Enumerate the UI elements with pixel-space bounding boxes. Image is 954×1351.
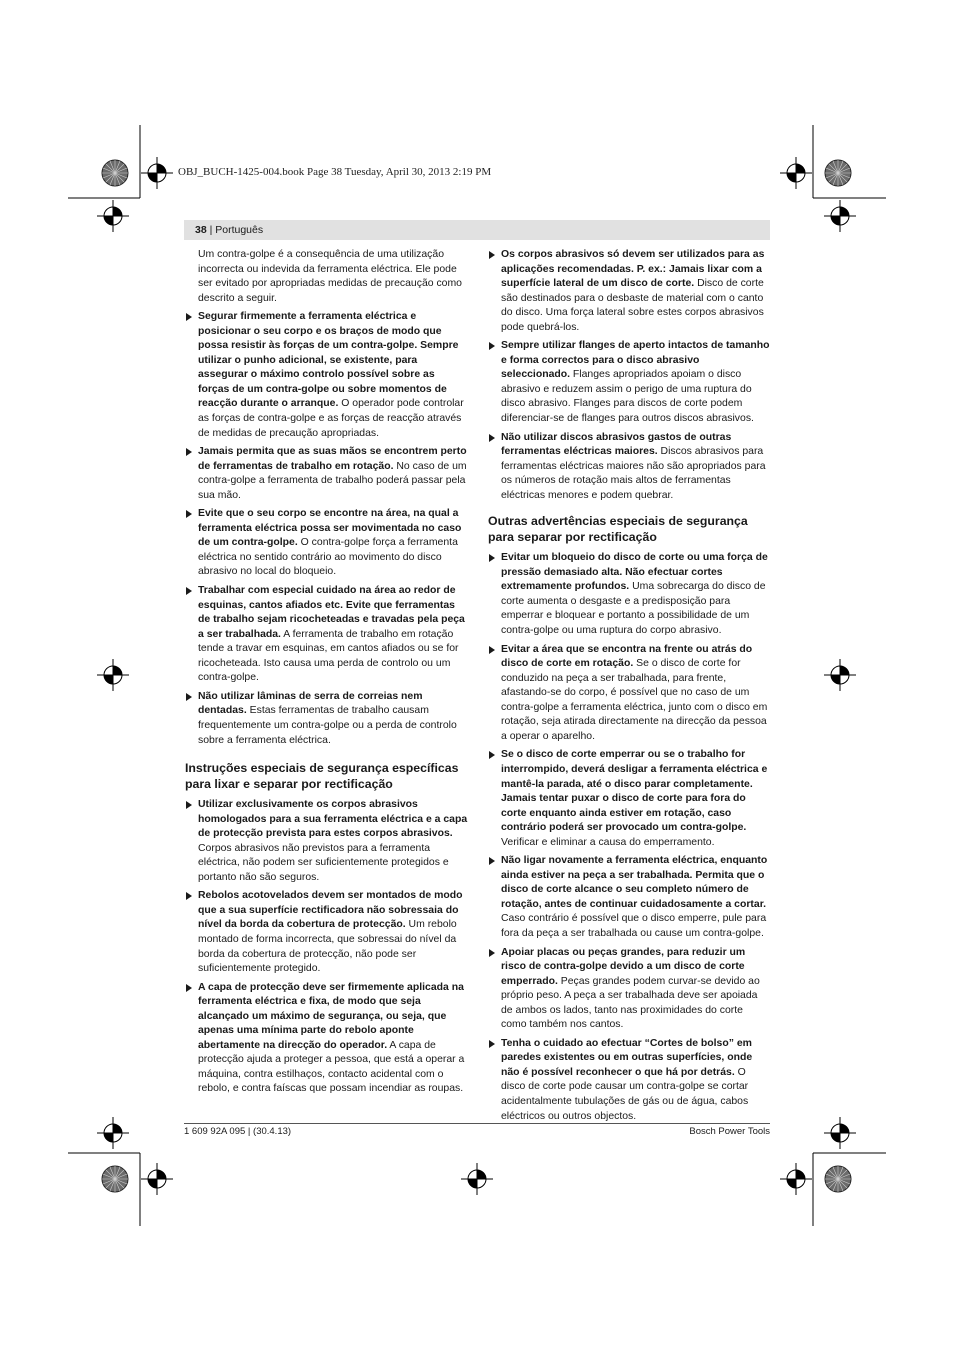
bullet-triangle-icon (186, 313, 192, 321)
footer-document-number: 1 609 92A 095 | (30.4.13) (184, 1126, 292, 1137)
bullet-triangle-icon (186, 801, 192, 809)
list-item: Os corpos abrasivos só devem ser utilizados para as aplicações recomendadas. P. ex.: Jamais lixar com a superfície lateral de um disco de corte. Disco de corte são destinados para o desbaste de material com o canto do disco. Uma força lateral sobre estes corpos abrasivos pode quebrá-los. (488, 248, 771, 335)
list-item: Não utilizar lâminas de serra de correias nem dentadas. Estas ferramentas de trabalho causam frequentemente um contra-golpe ou a perda de controlo sobre a ferramenta eléctrica. (185, 690, 468, 748)
bullet-triangle-icon (186, 892, 192, 900)
header-language: Português (215, 224, 264, 236)
bullet-triangle-icon (186, 984, 192, 992)
list-item: Tenha o cuidado ao efectuar “Cortes de bolso” em paredes existentes ou em outras superfícies, onde não é possível reconhecer o que há por detrás. O disco de corte pode causar um contra-golpe se cortar acidentalmente tubulações de gás ou de água, cabos eléctricos ou outros objectos. (488, 1037, 771, 1124)
right-column (488, 248, 771, 1128)
bullet-triangle-icon (489, 554, 495, 562)
list-item: Não utilizar discos abrasivos gastos de outras ferramentas eléctricas maiores. Discos abrasivos para ferramentas eléctricas maiores não são apropriados para os números de rotação mais altos de ferramentas eléctricas menores e podem quebrar. (488, 431, 771, 504)
list-item: Se o disco de corte emperrar ou se o trabalho for interrompido, deverá desligar a ferramenta eléctrica e mantê-la parada, até o disco parar completamente. Jamais tentar puxar o disco de corte para fora do corte enquanto ainda estiver em rotação, caso contrário poderá ser provocado um contra-golpe. Verificar e eliminar a causa do emperramento. (488, 748, 771, 850)
list-item: Jamais permita que as suas mãos se encontrem perto de ferramentas de trabalho em rotação. No caso de um contra-golpe a ferramenta de trabalho poderá passar pela sua mão. (185, 445, 468, 503)
list-item: Evite que o seu corpo se encontre na área, na qual a ferramenta eléctrica possa ser movimentada no caso de um contra-golpe. O contra-golpe força a ferramenta eléctrica no sentido contrário ao movimento do disco abrasivo no local do bloqueio. (185, 507, 468, 580)
footer-divider (184, 1123, 770, 1124)
list-item: Apoiar placas ou peças grandes, para reduzir um risco de contra-golpe devido a um disco de corte emperrado. Peças grandes podem curvar-se devido ao próprio peso. A peça a ser trabalhada deve ser apoiada de ambos os lados, tanto nas proximidades do corte como também nos cantos. (488, 946, 771, 1033)
bullet-triangle-icon (489, 949, 495, 957)
list-item: Evitar um bloqueio do disco de corte ou uma força de pressão demasiado alta. Não efectuar cortes extremamente profundos. Uma sobrecarga do disco de corte aumenta o desgaste e a predisposição para emperrar e bloquear e portanto a possibilidade de um contra-golpe ou uma ruptura do corpo abrasivo. (488, 551, 771, 638)
page-header: 38 | Português (184, 220, 770, 240)
list-item: Sempre utilizar flanges de aperto intactos de tamanho e forma correctos para o disco abrasivo seleccionado. Flanges apropriados apoiam o disco abrasivo e reduzem assim o perigo de uma ruptura do disco abrasivo. Flanges para discos de corte podem diferenciar-se de flanges para outros discos abrasivos. (488, 339, 771, 426)
footer-brand: Bosch Power Tools (689, 1126, 770, 1137)
left-column (185, 248, 468, 1101)
list-item: Rebolos acotovelados devem ser montados de modo que a sua superfície rectificadora não sobressaia do nível da borda da cobertura de protecção. Um rebolo montado de forma incorrecta, que sobressai do nível da borda da cobertura de protecção, não pode ser suficientemente protegido. (185, 889, 468, 976)
bullet-triangle-icon (186, 587, 192, 595)
section-heading: Outras advertências especiais de segurança para separar por rectificação (488, 514, 748, 545)
page-number: 38 (195, 224, 207, 236)
bullet-triangle-icon (186, 693, 192, 701)
list-item: A capa de protecção deve ser firmemente aplicada na ferramenta eléctrica e fixa, de modo que seja alcançado um máximo de segurança, ou seja, que apenas uma mínima parte do rebolo aponte abertamente na direcção do operador. A capa de protecção ajuda a proteger a pessoa, que está a operar a máquina, contra estilhaços, contacto acidental com o rebolo, e contra faíscas que possam incendiar as roupas. (185, 981, 468, 1097)
bullet-triangle-icon (489, 342, 495, 350)
list-item: Não ligar novamente a ferramenta eléctrica, enquanto ainda estiver na peça a ser trabalhada. Permita que o disco de corte alcance o seu completo número de rotação, antes de continuar cuidadosamente a cortar. Caso contrário é possível que o disco emperre, pule para fora da peça a ser trabalhada ou cause um contra-golpe. (488, 854, 771, 941)
list-item: Trabalhar com especial cuidado na área ao redor de esquinas, cantos afiados etc. Evite que ferramentas de trabalho sejam ricocheteadas e travadas pela peça a ser trabalhada. A ferramenta de trabalho em rotação tende a travar em esquinas, em cantos afiados ou se for ricocheteada. Isto causa uma perda de controlo ou um contra-golpe. (185, 584, 468, 686)
intro-paragraph: Um contra-golpe é a consequência de uma utilização incorrecta ou indevida da ferramenta eléctrica. Ele pode ser evitado por apropriadas medidas de precaução como descrito a seguir. (198, 249, 462, 304)
bullet-triangle-icon (489, 434, 495, 442)
bullet-triangle-icon (489, 646, 495, 654)
section-heading: Instruções especiais de segurança específicas para lixar e separar por rectificação (185, 761, 459, 792)
list-item: Evitar a área que se encontra na frente ou atrás do disco de corte em rotação. Se o disco de corte for conduzido na peça a ser trabalhada, para frente, afastando-se do corpo, é possível que no caso de um contra-golpe a ferramenta eléctrica, junto com o disco em rotação, seja atirada directamente na direcção da pessoa a operar o aparelho. (488, 643, 771, 745)
bullet-triangle-icon (186, 510, 192, 518)
list-item: Utilizar exclusivamente os corpos abrasivos homologados para a sua ferramenta eléctrica e a capa de protecção prevista para estes corpos abrasivos. Corpos abrasivos não previstos para a ferramenta eléctrica, não podem ser suficientemente protegidos e portanto não são seguros. (185, 798, 468, 885)
book-info: OBJ_BUCH-1425-004.book Page 38 Tuesday, April 30, 2013 2:19 PM (178, 166, 492, 178)
bullet-triangle-icon (489, 1040, 495, 1048)
list-item: Segurar firmemente a ferramenta eléctrica e posicionar o seu corpo e os braços de modo que possa resistir às forças de um contra-golpe. Sempre utilizar o punho adicional, se existente, para assegurar o máximo controlo possível sobre as forças de um contra-golpe ou sobre momentos de reacção durante o arranque. O operador pode controlar as forças de contra-golpe e as forças de reacção através de medidas de precaução apropriadas. (185, 310, 468, 441)
bullet-triangle-icon (489, 751, 495, 759)
bullet-triangle-icon (489, 251, 495, 259)
bullet-triangle-icon (186, 448, 192, 456)
bullet-triangle-icon (489, 857, 495, 865)
